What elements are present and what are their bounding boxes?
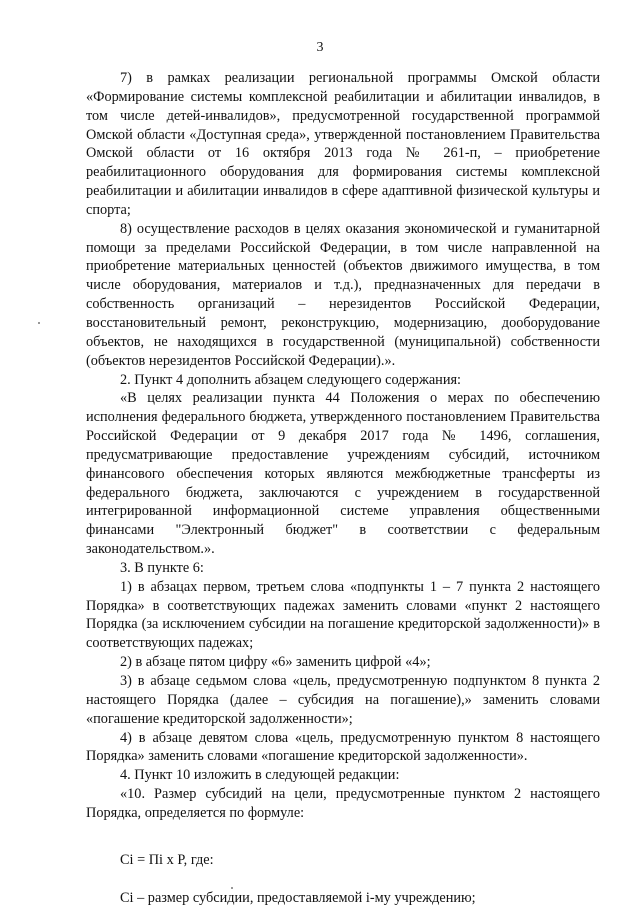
scan-speck [231, 887, 233, 889]
paragraph-point-3: 3. В пункте 6: [120, 559, 204, 576]
paragraph-point-4: 4. Пункт 10 изложить в следующей редакции: [120, 767, 400, 784]
page-number: 3 [316, 40, 324, 55]
document-body [86, 69, 600, 907]
scan-speck [38, 322, 40, 324]
paragraph-point-10-quote: «10. Размер субсидий на цели, предусмотренные пунктом 2 настоящего Порядка, определяется по формуле: [86, 786, 600, 821]
formula-line: Ci = Пi x P, где: [120, 851, 214, 868]
definition-line: Ci – размер субсидии, предоставляемой i-му учреждению; [120, 889, 476, 906]
paragraph-subitem-1: 1) в абзацах первом, третьем слова «подпункты 1 – 7 пункта 2 настоящего Порядка» в соответствующих падежах заменить словами «пункт 2 настоящего Порядка (за исключением субсидии на погашение кредиторской задолженности)» в соответствующих падежах; [86, 578, 600, 652]
paragraph-subitem-2: 2) в абзаце пятом цифру «6» заменить цифрой «4»; [120, 654, 431, 671]
paragraph-subitem-3: 3) в абзаце седьмом слова «цель, предусмотренную подпунктом 8 пункта 2 настоящего Порядка (далее – субсидия на погашение),» заменить словами «погашение кредиторской задолженности»; [86, 673, 600, 727]
paragraph-quote-point-44: «В целях реализации пункта 44 Положения о мерах по обеспечению исполнения федерального бюджета, утвержденного постановлением Правительства Российской Федерации от 9 декабря 2017 года № 1496, соглашения, предусматривающие предоставление учреждениям субсидий, источником финансового обеспечения которых являются межбюджетные трансферты из федерального бюджета, заключаются с учреждением в государственной интегрированной информационной системе управления общественными финансами "Электронный бюджет" в соответствии с федеральным законодательством.». [86, 390, 600, 558]
paragraph-subitem-4: 4) в абзаце девятом слова «цель, предусмотренную пунктом 8 настоящего Порядка» заменить словами «погашение кредиторской задолженности». [86, 729, 600, 765]
paragraph-point-2: 2. Пункт 4 дополнить абзацем следующего содержания: [120, 371, 462, 388]
paragraph-item-8: 8) осуществление расходов в целях оказания экономической и гуманитарной помощи за пределами Российской Федерации, в том числе направленной на приобретение материальных ценностей (объектов движимого имущества, в том числе оборудования, материалов и т.д.), предназначенных для передачи в собственность организаций – нерезидентов Российской Федерации, восстановительный ремонт, реконструкцию, модернизацию, дооборудование объектов, не находящихся в государственной (муниципальной) собственности (объектов нерезидентов Российской Федерации).». [86, 220, 600, 369]
paragraph-item-7: 7) в рамках реализации региональной программы Омской области «Формирование системы комплексной реабилитации и абилитации инвалидов, в том числе детей-инвалидов», предусмотренной государственной программой Омской области «Доступная среда», утвержденной постановлением Правительства Омской области от 16 октября 2013 года № 261-п, – приобретение реабилитационного оборудования для формирования системы комплексной реабилитации и абилитации инвалидов в сфере адаптивной физической культуры и спорта; [86, 70, 600, 218]
